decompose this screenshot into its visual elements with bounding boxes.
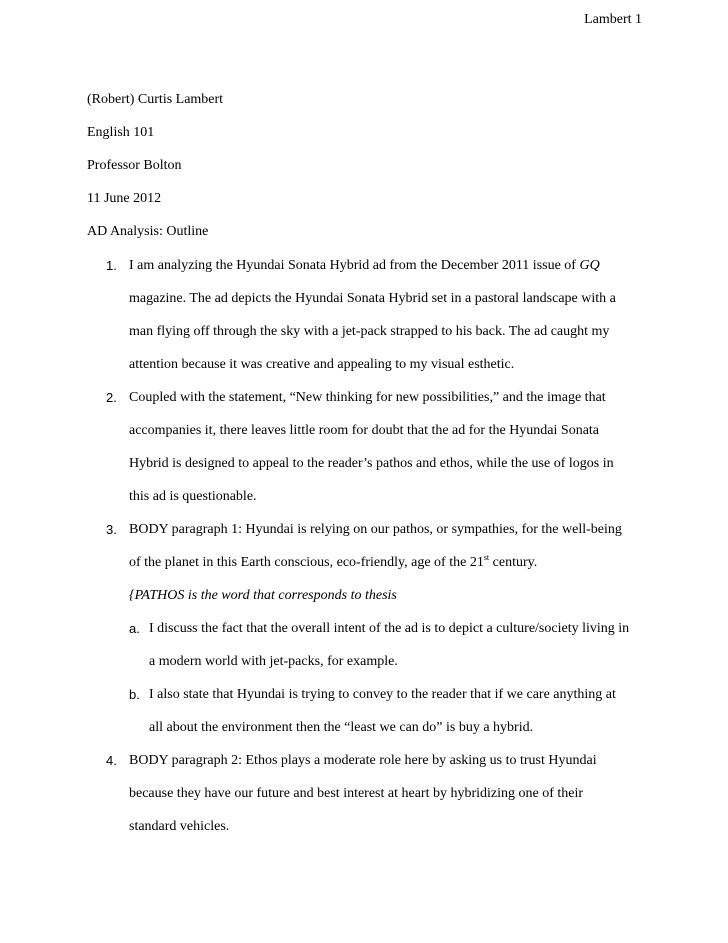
list-item-line: BODY paragraph 2: Ethos plays a moderate role here by asking us to trust Hyundai xyxy=(129,753,597,768)
document-title: AD Analysis: Outline xyxy=(87,224,209,239)
sub-list-line: I also state that Hyundai is trying to convey to the reader that if we care anything at xyxy=(149,687,616,702)
list-item-line: this ad is questionable. xyxy=(129,489,257,504)
list-item-line: standard vehicles. xyxy=(129,819,230,834)
course-name: English 101 xyxy=(87,125,155,140)
list-item-line: Hybrid is designed to appeal to the reader’s pathos and ethos, while the use of logos in xyxy=(129,456,614,471)
list-item-line xyxy=(129,257,600,275)
list-item-line: man flying off through the sky with a jet-pack strapped to his back. The ad caught my xyxy=(129,324,610,339)
professor-name: Professor Bolton xyxy=(87,158,182,173)
list-item-line: attention because it was creative and appealing to my visual esthetic. xyxy=(129,357,515,372)
magazine-title: GQ xyxy=(579,258,600,273)
author-name: (Robert) Curtis Lambert xyxy=(87,92,224,107)
list-item-line: accompanies it, there leaves little room for doubt that the ad for the Hyundai Sonata xyxy=(129,423,600,438)
list-item-line xyxy=(129,554,537,572)
sub-list-line: I discuss the fact that the overall intent of the ad is to depict a culture/society living in xyxy=(149,621,630,636)
ordinal-suffix: st xyxy=(483,553,490,562)
list-item-line: magazine. The ad depicts the Hyundai Sonata Hybrid set in a pastoral landscape with a xyxy=(129,291,616,306)
list-number: 1. xyxy=(106,258,117,273)
date: 11 June 2012 xyxy=(87,191,162,206)
list-item-text: I am analyzing the Hyundai Sonata Hybrid ad from the December 2011 issue of xyxy=(129,258,580,273)
list-number: 2. xyxy=(106,390,117,405)
page-header: Lambert 1 xyxy=(584,12,642,27)
list-number: 4. xyxy=(106,753,117,768)
sub-list-letter: a. xyxy=(129,621,140,636)
sub-list-line: a modern world with jet-packs, for example. xyxy=(149,654,398,669)
list-item-line: BODY paragraph 1: Hyundai is relying on our pathos, or sympathies, for the well-being xyxy=(129,522,622,537)
list-item-text: of the planet in this Earth conscious, eco-friendly, age of the 21 xyxy=(129,555,484,570)
thesis-note xyxy=(129,587,397,605)
sub-list-line: all about the environment then the “least we can do” is buy a hybrid. xyxy=(149,720,534,735)
list-item-line: because they have our future and best interest at heart by hybridizing one of their xyxy=(129,786,584,801)
list-item-line: Coupled with the statement, “New thinking for new possibilities,” and the image that xyxy=(129,390,606,405)
sub-list-letter: b. xyxy=(129,687,140,702)
list-number: 3. xyxy=(106,522,117,537)
list-item-text: century. xyxy=(489,555,538,570)
thesis-note-text: {PATHOS is the word that corresponds to thesis xyxy=(129,588,397,603)
